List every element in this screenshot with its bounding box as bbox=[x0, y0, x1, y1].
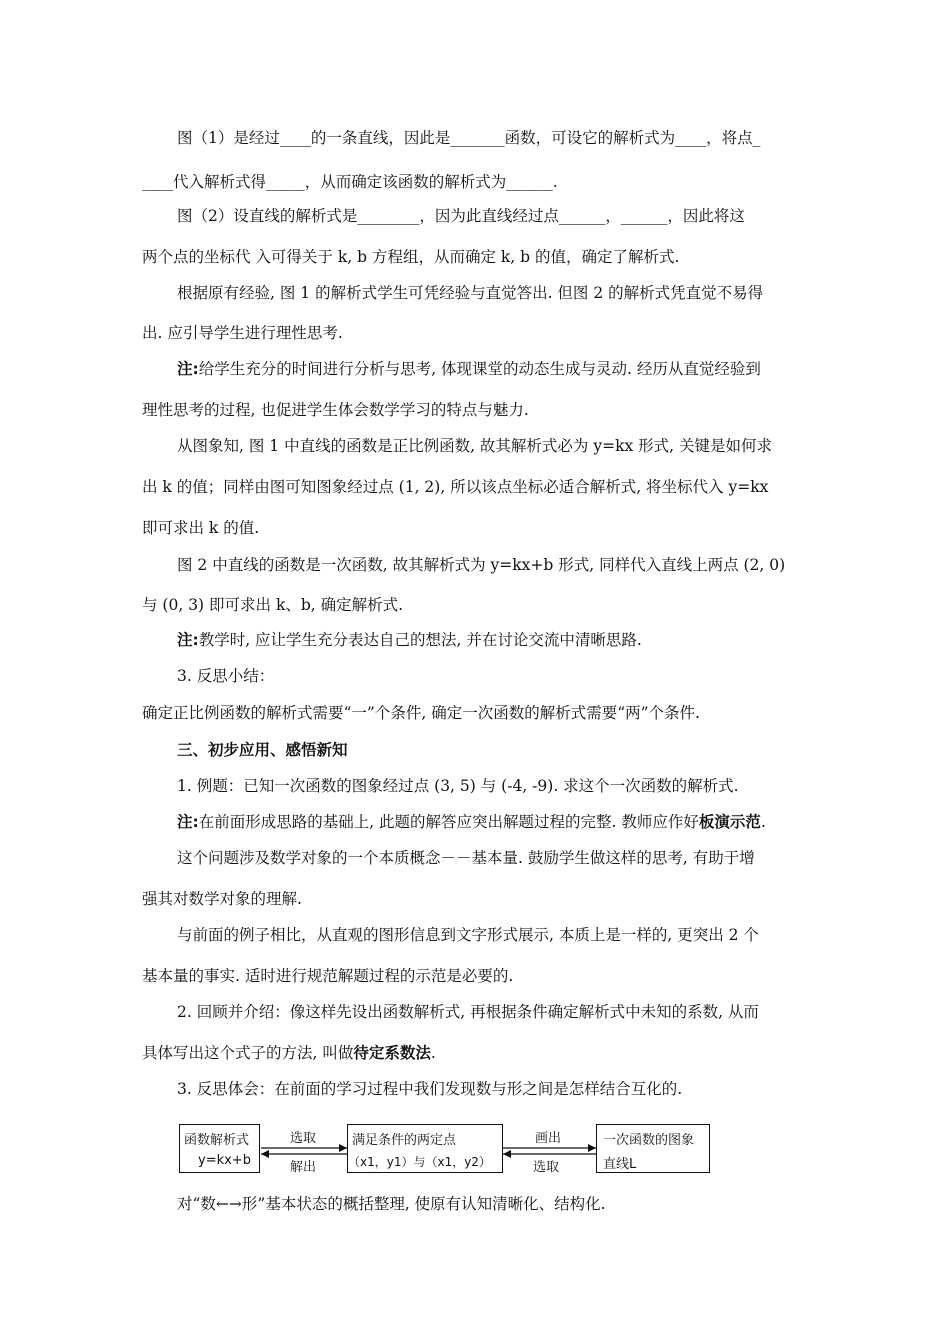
box-linear-graph bbox=[596, 1124, 710, 1173]
text-line: 对“数←→形”基本状态的概括整理, 使原有认知清晰化、结构化. bbox=[177, 1195, 606, 1213]
note-label: 注: bbox=[177, 813, 199, 831]
emphasis-text: 板演示范 bbox=[698, 813, 761, 831]
text-line: 与 (0, 3) 即可求出 k、b, 确定解析式. bbox=[142, 596, 404, 614]
period: . bbox=[760, 813, 766, 831]
text-line: 基本量的事实. 适时进行规范解题过程的示范是必要的. bbox=[142, 967, 514, 985]
text-line: 这个问题涉及数学对象的一个本质概念－－基本量. 鼓励学生做这样的思考, 有助于增 bbox=[177, 849, 755, 867]
text-line: 1. 例题：已知一次函数的图象经过点 (3, 5) 与 (-4, -9). 求这个一次函数的解析式. bbox=[177, 777, 739, 795]
box-subtitle: 直线L bbox=[603, 1157, 637, 1172]
section-heading: 三、初步应用、感悟新知 bbox=[177, 741, 348, 759]
text-line: 图 2 中直线的函数是一次函数, 故其解析式为 y=kx+b 形式, 同样代入直线上两点 (2, 0) bbox=[177, 556, 786, 574]
note-label: 注: bbox=[177, 360, 199, 378]
text-line: 3. 反思小结： bbox=[177, 667, 275, 685]
flow-diagram bbox=[175, 1118, 715, 1178]
text-line: 出. 应引导学生进行理性思考. bbox=[142, 324, 343, 342]
text-line: 3. 反思体会：在前面的学习过程中我们发现数与形之间是怎样结合互化的. bbox=[177, 1080, 683, 1098]
arrow-right-2-head bbox=[588, 1144, 596, 1152]
text-line: 强其对数学对象的理解. bbox=[142, 890, 302, 908]
note-paragraph bbox=[177, 359, 761, 379]
text-line: 教学时, 应让学生充分表达自己的想法, 并在讨论交流中清晰思路. bbox=[198, 631, 642, 649]
arrow-right-1-head bbox=[339, 1144, 347, 1152]
box-points: （x1，y1）与（x1，y2） bbox=[348, 1155, 491, 1169]
box-title: 一次函数的图象 bbox=[603, 1133, 695, 1148]
arrow-left-2-head bbox=[503, 1150, 511, 1158]
text-line: 出 k 的值；同样由图可知图象经过点 (1, 2), 所以该点坐标必适合解析式, 将坐标代入 y=kx bbox=[142, 478, 769, 496]
text-line: ____代入解析式得_____，从而确定该函数的解析式为______. bbox=[142, 173, 558, 191]
note-paragraph bbox=[177, 812, 766, 832]
text-line: 与前面的例子相比，从直观的图形信息到文字形式展示, 本质上是一样的, 更突出 2 个 bbox=[177, 926, 759, 944]
text-line: 具体写出这个式子的方法, 叫做 bbox=[142, 1044, 354, 1062]
arrow1-top-label: 选取 bbox=[290, 1131, 317, 1146]
period: . bbox=[430, 1044, 436, 1062]
text-line: 理性思考的过程, 也促进学生体会数学学习的特点与魅力. bbox=[142, 401, 529, 419]
text-line: 确定正比例函数的解析式需要“一”个条件, 确定一次函数的解析式需要“两”个条件. bbox=[142, 704, 700, 722]
text-line: 从图象知, 图 1 中直线的函数是正比例函数, 故其解析式必为 y=kx 形式, 关键是如何求 bbox=[177, 437, 773, 455]
box-title: 函数解析式 bbox=[184, 1133, 250, 1148]
text-line: 两个点的坐标代 入可得关于 k, b 方程组，从而确定 k, b 的值，确定了解析式. bbox=[142, 248, 680, 266]
text-line: 根据原有经验, 图 1 的解析式学生可凭经验与直觉答出. 但图 2 的解析式凭直觉不易得 bbox=[177, 284, 764, 302]
text-line: 在前面形成思路的基础上, 此题的解答应突出解题过程的完整. 教师应作好 bbox=[198, 813, 699, 831]
arrow2-bottom-label: 选取 bbox=[533, 1160, 560, 1175]
text-line: 即可求出 k 的值. bbox=[142, 519, 260, 537]
text-line: 图（2）设直线的解析式是________，因为此直线经过点______，______，因此将这 bbox=[177, 207, 745, 225]
note-paragraph bbox=[177, 630, 642, 650]
definition-paragraph bbox=[142, 1043, 436, 1063]
box-title: 满足条件的两定点 bbox=[352, 1133, 457, 1148]
arrow1-bottom-label: 解出 bbox=[290, 1160, 317, 1175]
text-line: 图（1）是经过____的一条直线，因此是_______函数，可设它的解析式为____，将点_ bbox=[177, 129, 761, 147]
text-line: 给学生充分的时间进行分析与思考, 体现课堂的动态生成与灵动. 经历从直觉经验到 bbox=[198, 360, 761, 378]
box-two-fixed-points bbox=[347, 1124, 503, 1173]
text-line: 2. 回顾并介绍：像这样先设出函数解析式, 再根据条件确定解析式中未知的系数, 从而 bbox=[177, 1003, 759, 1021]
arrow2-top-label: 画出 bbox=[535, 1131, 562, 1146]
arrow-left-1-head bbox=[261, 1150, 269, 1158]
note-label: 注: bbox=[177, 631, 199, 649]
box-formula: y=kx+b bbox=[198, 1153, 251, 1168]
emphasis-text: 待定系数法 bbox=[353, 1044, 431, 1062]
